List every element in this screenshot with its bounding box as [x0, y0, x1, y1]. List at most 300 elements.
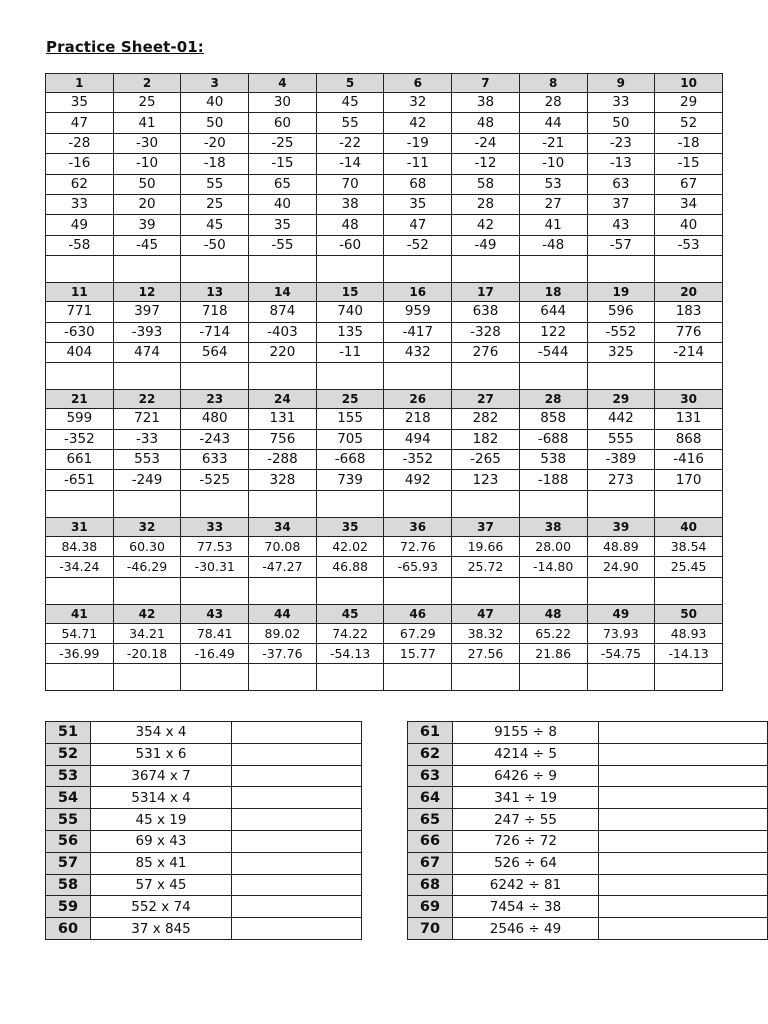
- operand-cell: -16: [46, 154, 114, 174]
- division-number: 66: [408, 830, 453, 852]
- operand-cell: 54.71: [46, 623, 114, 643]
- division-expression: 526 ÷ 64: [453, 852, 599, 874]
- multiplication-expression: 45 x 19: [91, 809, 232, 831]
- operand-cell: 868: [655, 429, 723, 449]
- problem-number: 2: [113, 74, 181, 93]
- problem-number: 25: [316, 390, 384, 409]
- operand-cell: 35: [249, 215, 317, 235]
- problem-number: 1: [46, 74, 114, 93]
- operand-cell: -25: [249, 133, 317, 153]
- operand-row: [46, 215, 723, 235]
- operand-cell: 492: [384, 470, 452, 490]
- operand-cell: 633: [181, 450, 249, 470]
- operand-row: [46, 342, 723, 362]
- operand-cell: 28.00: [519, 536, 587, 556]
- operand-cell: 218: [384, 409, 452, 429]
- multiplication-number: 58: [46, 874, 91, 896]
- division-expression: 6426 ÷ 9: [453, 765, 599, 787]
- operand-cell: -22: [316, 133, 384, 153]
- operand-cell: -18: [181, 154, 249, 174]
- column-gap: [362, 787, 408, 809]
- operand-cell: 35: [384, 194, 452, 214]
- operand-cell: -37.76: [249, 644, 317, 664]
- division-answer[interactable]: [599, 765, 768, 787]
- answer-cell[interactable]: [655, 664, 723, 691]
- operand-cell: 45: [316, 93, 384, 113]
- operand-cell: -23: [587, 133, 655, 153]
- column-gap: [362, 743, 408, 765]
- operand-cell: 553: [113, 450, 181, 470]
- problem-number: 50: [655, 604, 723, 623]
- column-gap: [362, 874, 408, 896]
- operand-cell: -30.31: [181, 557, 249, 577]
- problem-number: 26: [384, 390, 452, 409]
- operand-row: [46, 174, 723, 194]
- answer-cell[interactable]: [587, 256, 655, 283]
- answer-cell[interactable]: [316, 664, 384, 691]
- problem-number: 23: [181, 390, 249, 409]
- multiplication-answer[interactable]: [232, 765, 362, 787]
- operand-row: [46, 302, 723, 322]
- operand-cell: 49: [46, 215, 114, 235]
- multiplication-answer[interactable]: [232, 874, 362, 896]
- operand-cell: 41: [113, 113, 181, 133]
- division-number: 63: [408, 765, 453, 787]
- problem-number: 44: [249, 604, 317, 623]
- operand-cell: -416: [655, 450, 723, 470]
- operand-cell: 50: [113, 174, 181, 194]
- operand-cell: -352: [384, 450, 452, 470]
- multiplication-answer[interactable]: [232, 722, 362, 744]
- operand-cell: 60.30: [113, 536, 181, 556]
- operand-cell: -49: [452, 235, 520, 255]
- operand-cell: 25.45: [655, 557, 723, 577]
- answer-cell[interactable]: [181, 664, 249, 691]
- operand-cell: 40: [181, 93, 249, 113]
- column-gap: [362, 722, 408, 744]
- operand-cell: 282: [452, 409, 520, 429]
- operand-cell: 135: [316, 322, 384, 342]
- answer-cell[interactable]: [384, 664, 452, 691]
- operand-cell: -55: [249, 235, 317, 255]
- answer-cell[interactable]: [384, 256, 452, 283]
- division-number: 65: [408, 809, 453, 831]
- operand-cell: -53: [655, 235, 723, 255]
- multiplication-answer[interactable]: [232, 830, 362, 852]
- answer-cell[interactable]: [452, 490, 520, 517]
- answer-cell[interactable]: [452, 664, 520, 691]
- operand-cell: 73.93: [587, 623, 655, 643]
- operand-cell: 34.21: [113, 623, 181, 643]
- header-row: [46, 604, 723, 623]
- multiplication-expression: 5314 x 4: [91, 787, 232, 809]
- operand-cell: -14.80: [519, 557, 587, 577]
- column-gap: [362, 830, 408, 852]
- ops-row: [46, 765, 768, 787]
- division-expression: 7454 ÷ 38: [453, 896, 599, 918]
- operand-cell: 77.53: [181, 536, 249, 556]
- answer-cell[interactable]: [452, 577, 520, 604]
- operand-cell: 41: [519, 215, 587, 235]
- operand-cell: -544: [519, 342, 587, 362]
- operand-cell: 220: [249, 342, 317, 362]
- operand-cell: 40: [655, 215, 723, 235]
- answer-cell[interactable]: [655, 577, 723, 604]
- operand-row: [46, 557, 723, 577]
- header-row: [46, 390, 723, 409]
- multiplication-expression: 552 x 74: [91, 896, 232, 918]
- problem-number: 16: [384, 283, 452, 302]
- problem-number: 24: [249, 390, 317, 409]
- answer-cell[interactable]: [113, 577, 181, 604]
- operand-cell: -11: [316, 342, 384, 362]
- operand-cell: 480: [181, 409, 249, 429]
- problem-number: 29: [587, 390, 655, 409]
- ops-row: [46, 896, 768, 918]
- operand-row: [46, 429, 723, 449]
- division-answer[interactable]: [599, 852, 768, 874]
- multiplication-number: 53: [46, 765, 91, 787]
- multiplication-expression: 37 x 845: [91, 918, 232, 940]
- division-expression: 341 ÷ 19: [453, 787, 599, 809]
- operand-cell: 72.76: [384, 536, 452, 556]
- answer-cell[interactable]: [249, 363, 317, 390]
- operand-cell: -52: [384, 235, 452, 255]
- operand-cell: -688: [519, 429, 587, 449]
- answer-cell[interactable]: [249, 256, 317, 283]
- problem-number: 45: [316, 604, 384, 623]
- operand-cell: 170: [655, 470, 723, 490]
- operand-cell: 33: [587, 93, 655, 113]
- operand-row: [46, 93, 723, 113]
- operand-cell: 122: [519, 322, 587, 342]
- operand-cell: 48.93: [655, 623, 723, 643]
- operand-cell: 25: [181, 194, 249, 214]
- operand-cell: 661: [46, 450, 114, 470]
- answer-cell[interactable]: [587, 363, 655, 390]
- operand-cell: 442: [587, 409, 655, 429]
- answer-cell[interactable]: [519, 577, 587, 604]
- operand-cell: 47: [46, 113, 114, 133]
- operand-cell: -249: [113, 470, 181, 490]
- operand-cell: 68: [384, 174, 452, 194]
- operand-cell: -54.13: [316, 644, 384, 664]
- operand-cell: 46.88: [316, 557, 384, 577]
- operand-cell: -13: [587, 154, 655, 174]
- operand-cell: 42.02: [316, 536, 384, 556]
- answer-cell[interactable]: [452, 363, 520, 390]
- operand-cell: -57: [587, 235, 655, 255]
- division-answer[interactable]: [599, 874, 768, 896]
- operand-cell: -630: [46, 322, 114, 342]
- operand-cell: 21.86: [519, 644, 587, 664]
- multiplication-answer[interactable]: [232, 896, 362, 918]
- answer-cell[interactable]: [587, 490, 655, 517]
- operand-cell: 67: [655, 174, 723, 194]
- operand-cell: 20: [113, 194, 181, 214]
- operand-cell: -352: [46, 429, 114, 449]
- operand-cell: 25: [113, 93, 181, 113]
- answer-cell[interactable]: [384, 490, 452, 517]
- operand-cell: 28: [519, 93, 587, 113]
- operand-cell: 15.77: [384, 644, 452, 664]
- answer-cell[interactable]: [587, 664, 655, 691]
- operand-cell: 55: [181, 174, 249, 194]
- problem-number: 18: [519, 283, 587, 302]
- operand-cell: -651: [46, 470, 114, 490]
- problem-number: 20: [655, 283, 723, 302]
- operand-cell: -16.49: [181, 644, 249, 664]
- operand-cell: -10: [519, 154, 587, 174]
- answer-cell[interactable]: [249, 490, 317, 517]
- ops-row: [46, 787, 768, 809]
- multiplication-expression: 69 x 43: [91, 830, 232, 852]
- problem-number: 33: [181, 517, 249, 536]
- operand-row: [46, 450, 723, 470]
- operand-row: [46, 133, 723, 153]
- operand-cell: 28: [452, 194, 520, 214]
- operand-cell: 721: [113, 409, 181, 429]
- answer-cell[interactable]: [249, 664, 317, 691]
- multiplication-expression: 85 x 41: [91, 852, 232, 874]
- division-answer[interactable]: [599, 722, 768, 744]
- multiplication-answer[interactable]: [232, 787, 362, 809]
- problem-number: 15: [316, 283, 384, 302]
- operand-cell: 39: [113, 215, 181, 235]
- operand-cell: 48: [316, 215, 384, 235]
- answer-cell[interactable]: [587, 577, 655, 604]
- operand-cell: -525: [181, 470, 249, 490]
- problem-number: 42: [113, 604, 181, 623]
- operand-cell: -15: [249, 154, 317, 174]
- multiplication-answer[interactable]: [232, 809, 362, 831]
- answer-cell[interactable]: [46, 363, 114, 390]
- problem-number: 47: [452, 604, 520, 623]
- operand-cell: -417: [384, 322, 452, 342]
- answer-cell[interactable]: [113, 256, 181, 283]
- operand-cell: 40: [249, 194, 317, 214]
- division-expression: 4214 ÷ 5: [453, 743, 599, 765]
- operand-cell: 35: [46, 93, 114, 113]
- operand-cell: -714: [181, 322, 249, 342]
- answer-cell[interactable]: [113, 363, 181, 390]
- division-answer[interactable]: [599, 809, 768, 831]
- problem-number: 11: [46, 283, 114, 302]
- operand-cell: 131: [655, 409, 723, 429]
- division-answer[interactable]: [599, 896, 768, 918]
- operand-cell: 43: [587, 215, 655, 235]
- operand-cell: -33: [113, 429, 181, 449]
- multiplication-answer[interactable]: [232, 852, 362, 874]
- operand-row: [46, 536, 723, 556]
- operand-cell: -288: [249, 450, 317, 470]
- answer-cell[interactable]: [181, 577, 249, 604]
- division-answer[interactable]: [599, 743, 768, 765]
- problem-number: 49: [587, 604, 655, 623]
- problem-number: 7: [452, 74, 520, 93]
- operand-row: [46, 154, 723, 174]
- multiplication-answer[interactable]: [232, 743, 362, 765]
- operand-cell: 432: [384, 342, 452, 362]
- operand-cell: -243: [181, 429, 249, 449]
- operand-cell: 739: [316, 470, 384, 490]
- problem-number: 41: [46, 604, 114, 623]
- operand-cell: 65: [249, 174, 317, 194]
- multiplication-number: 60: [46, 918, 91, 940]
- answer-row: [46, 664, 723, 691]
- operand-cell: -48: [519, 235, 587, 255]
- operand-cell: 52: [655, 113, 723, 133]
- answer-cell[interactable]: [181, 490, 249, 517]
- operand-cell: 38: [452, 93, 520, 113]
- problem-number: 37: [452, 517, 520, 536]
- operand-cell: -20.18: [113, 644, 181, 664]
- operand-row: [46, 623, 723, 643]
- answer-cell[interactable]: [519, 256, 587, 283]
- operand-cell: 959: [384, 302, 452, 322]
- division-number: 70: [408, 918, 453, 940]
- page-title: Practice Sheet-01:: [46, 38, 204, 56]
- operand-cell: -328: [452, 322, 520, 342]
- division-answer[interactable]: [599, 830, 768, 852]
- problem-number: 13: [181, 283, 249, 302]
- operand-cell: 705: [316, 429, 384, 449]
- answer-cell[interactable]: [655, 490, 723, 517]
- multiplication-number: 54: [46, 787, 91, 809]
- answer-cell[interactable]: [46, 664, 114, 691]
- operand-row: [46, 235, 723, 255]
- answer-cell[interactable]: [46, 490, 114, 517]
- operand-cell: -20: [181, 133, 249, 153]
- multiplication-number: 55: [46, 809, 91, 831]
- operand-cell: -65.93: [384, 557, 452, 577]
- operand-cell: 183: [655, 302, 723, 322]
- column-gap: [362, 918, 408, 940]
- answer-cell[interactable]: [384, 363, 452, 390]
- operand-cell: 84.38: [46, 536, 114, 556]
- answer-cell[interactable]: [249, 577, 317, 604]
- operand-cell: 89.02: [249, 623, 317, 643]
- operand-cell: 32: [384, 93, 452, 113]
- operand-cell: -47.27: [249, 557, 317, 577]
- operand-cell: -188: [519, 470, 587, 490]
- operand-cell: -389: [587, 450, 655, 470]
- operand-cell: 123: [452, 470, 520, 490]
- operand-cell: -54.75: [587, 644, 655, 664]
- operand-cell: 27: [519, 194, 587, 214]
- operand-cell: -10: [113, 154, 181, 174]
- problem-number: 3: [181, 74, 249, 93]
- problem-number: 38: [519, 517, 587, 536]
- answer-cell[interactable]: [519, 363, 587, 390]
- division-expression: 6242 ÷ 81: [453, 874, 599, 896]
- operand-cell: -393: [113, 322, 181, 342]
- multiplication-expression: 57 x 45: [91, 874, 232, 896]
- operand-cell: -19: [384, 133, 452, 153]
- operand-cell: 555: [587, 429, 655, 449]
- operand-cell: 328: [249, 470, 317, 490]
- problem-number: 34: [249, 517, 317, 536]
- answer-cell[interactable]: [46, 256, 114, 283]
- problem-number: 17: [452, 283, 520, 302]
- division-number: 67: [408, 852, 453, 874]
- answer-cell[interactable]: [113, 490, 181, 517]
- operand-cell: 718: [181, 302, 249, 322]
- division-number: 64: [408, 787, 453, 809]
- operand-cell: 25.72: [452, 557, 520, 577]
- division-answer[interactable]: [599, 787, 768, 809]
- ops-row: [46, 918, 768, 940]
- multiplication-number: 52: [46, 743, 91, 765]
- answer-cell[interactable]: [316, 256, 384, 283]
- answer-cell[interactable]: [316, 363, 384, 390]
- multiplication-answer[interactable]: [232, 918, 362, 940]
- answer-cell[interactable]: [384, 577, 452, 604]
- problem-number: 22: [113, 390, 181, 409]
- column-gap: [362, 765, 408, 787]
- answer-cell[interactable]: [452, 256, 520, 283]
- operand-cell: 494: [384, 429, 452, 449]
- operand-cell: 596: [587, 302, 655, 322]
- operand-cell: -12: [452, 154, 520, 174]
- answer-cell[interactable]: [181, 363, 249, 390]
- operand-cell: 24.90: [587, 557, 655, 577]
- division-number: 69: [408, 896, 453, 918]
- header-row: [46, 74, 723, 93]
- problem-number: 27: [452, 390, 520, 409]
- problem-number: 4: [249, 74, 317, 93]
- operand-cell: 48: [452, 113, 520, 133]
- answer-cell[interactable]: [655, 363, 723, 390]
- operand-cell: -50: [181, 235, 249, 255]
- division-number: 61: [408, 722, 453, 744]
- operand-cell: 33: [46, 194, 114, 214]
- operand-cell: 30: [249, 93, 317, 113]
- operand-cell: 182: [452, 429, 520, 449]
- operand-cell: 404: [46, 342, 114, 362]
- division-answer[interactable]: [599, 918, 768, 940]
- operand-cell: -34.24: [46, 557, 114, 577]
- problem-number: 8: [519, 74, 587, 93]
- multiplication-number: 57: [46, 852, 91, 874]
- answer-cell[interactable]: [316, 577, 384, 604]
- operand-cell: 397: [113, 302, 181, 322]
- answer-cell[interactable]: [181, 256, 249, 283]
- operand-cell: 45: [181, 215, 249, 235]
- operand-cell: 874: [249, 302, 317, 322]
- answer-cell[interactable]: [519, 664, 587, 691]
- operand-cell: 38.32: [452, 623, 520, 643]
- operand-cell: -18: [655, 133, 723, 153]
- operand-cell: 63: [587, 174, 655, 194]
- operand-cell: -36.99: [46, 644, 114, 664]
- answer-cell[interactable]: [316, 490, 384, 517]
- operand-cell: 47: [384, 215, 452, 235]
- operand-cell: 38.54: [655, 536, 723, 556]
- operand-cell: 756: [249, 429, 317, 449]
- operand-cell: 74.22: [316, 623, 384, 643]
- operand-cell: 325: [587, 342, 655, 362]
- answer-cell[interactable]: [655, 256, 723, 283]
- answer-cell[interactable]: [519, 490, 587, 517]
- operand-cell: 78.41: [181, 623, 249, 643]
- answer-cell[interactable]: [46, 577, 114, 604]
- operand-row: [46, 409, 723, 429]
- problem-number: 32: [113, 517, 181, 536]
- answer-cell[interactable]: [113, 664, 181, 691]
- operand-cell: -30: [113, 133, 181, 153]
- operand-cell: 858: [519, 409, 587, 429]
